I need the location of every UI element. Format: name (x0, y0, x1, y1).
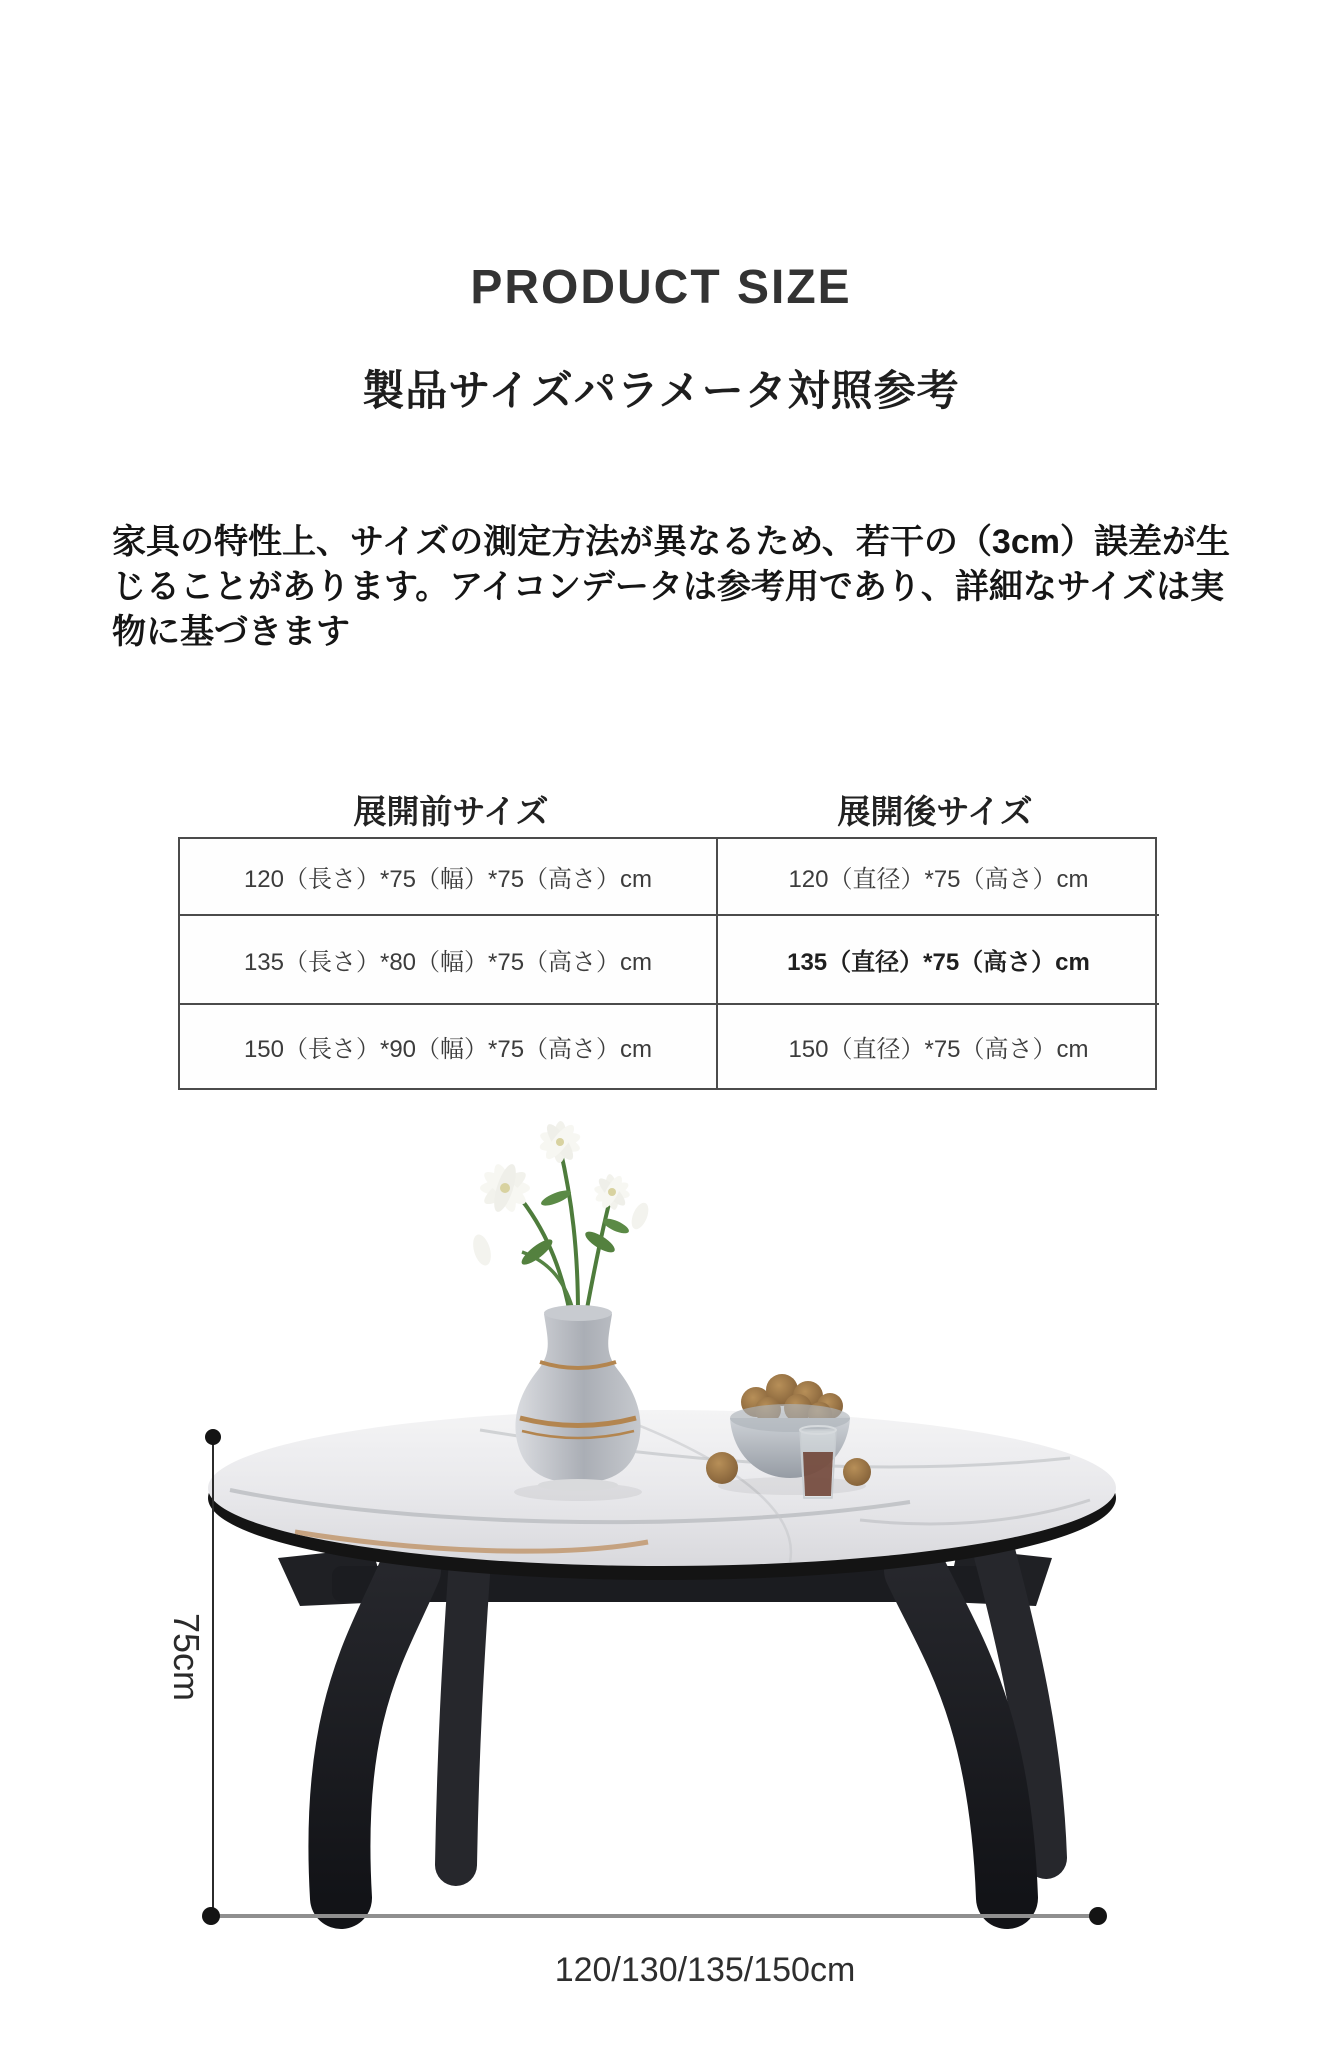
width-dimension-label: 120/130/135/150cm (554, 1951, 856, 1989)
size-table (178, 837, 1157, 1090)
lily-bud (470, 1232, 494, 1267)
size-cell-after: 120（直径）*75（高さ）cm (788, 866, 1089, 893)
dimension-dot (202, 1907, 220, 1925)
flower-vase (515, 1305, 640, 1491)
note-line: 家具の特性上、サイズの測定方法が異なるため、若干の（3cm）誤差が生 (112, 523, 1230, 561)
lily-bloom (480, 1162, 530, 1214)
column-header-after-expansion: 展開後サイズ (837, 793, 1033, 830)
note-line: 物に基づきます (112, 613, 350, 651)
dimension-dot (1089, 1907, 1107, 1925)
height-dimension-label: 75cm (166, 1612, 207, 1702)
walnut (843, 1458, 871, 1486)
size-cell-after: 135（直径）*75（高さ）cm (718, 914, 1159, 1003)
size-tolerance-note (112, 520, 1272, 655)
table-leg-front-left (339, 1570, 410, 1898)
size-cell-before: 120（長さ）*75（幅）*75（高さ）cm (180, 839, 718, 914)
lily-bloom (538, 1121, 582, 1164)
note-line: じることがあります。アイコンデータは参考用であり、詳細なサイズは実 (112, 568, 1225, 606)
page-subtitle: 製品サイズパラメータ対照参考 (362, 367, 960, 414)
bowl-reflection (718, 1477, 866, 1495)
table-leg-rear-left (456, 1560, 470, 1865)
size-cell-before: 150（長さ）*90（幅）*75（高さ）cm (180, 1003, 718, 1088)
tabletop-marble (208, 1410, 1116, 1566)
walnut (706, 1452, 738, 1484)
column-header-before-expansion: 展開前サイズ (353, 793, 549, 830)
product-photo (0, 1100, 1322, 2020)
size-cell-before: 135（長さ）*80（幅）*75（高さ）cm (180, 914, 718, 1003)
size-cell-after: 150（直径）*75（高さ）cm (718, 1003, 1159, 1088)
lily-flowers (470, 1121, 652, 1314)
page-title: PRODUCT SIZE (470, 261, 852, 314)
drink-glass (800, 1426, 836, 1498)
dimension-dot (205, 1429, 221, 1445)
lily-bloom (593, 1173, 631, 1210)
lily-bud (628, 1200, 651, 1231)
